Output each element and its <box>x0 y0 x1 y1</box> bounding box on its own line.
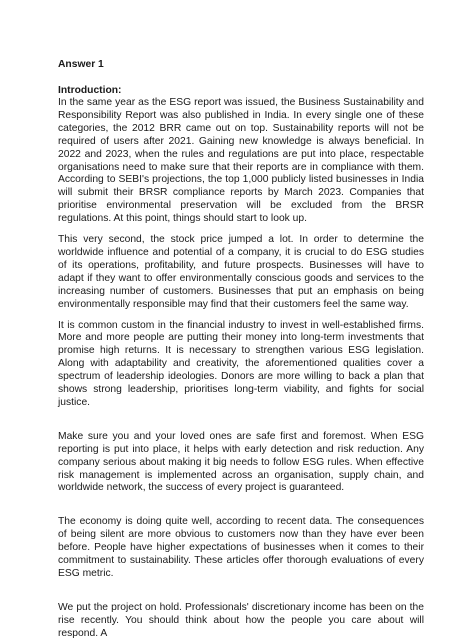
paragraph-3: It is common custom in the financial industry to invest in well-established firms. More and more people are putting their money into long-term investments that promise high returns. It is necessary to strengthen various ESG legislation. Along with adaptability and creativity, the aforementioned qualities cover a spectrum of leadership ideologies. Donors are more willing to back a plan that shows strong leadership, prioritises long-term viability, and fights for social justice. <box>58 319 424 408</box>
paragraph-1: In the same year as the ESG report was issued, the Business Sustainability and Responsibility Report was also published in India. In every single one of these categories, the 2012 BRR came out on top. Sustainability reports will not be required of users after 2021. Gaining new knowledge is always beneficial. In 2022 and 2023, when the rules and regulations are put into place, respectable organisations need to make sure that their reports are in compliance with them. According to SEBI's projections, the top 1,000 publicly listed businesses in India will submit their BRSR compliance reports by March 2023. Companies that prioritise environmental preservation will be excluded from the BRSR regulations. At this point, things should start to look up. <box>58 97 424 225</box>
answer-title: Answer 1 <box>58 59 104 70</box>
paragraph-5: The economy is doing quite well, according to recent data. The consequences of being silent are more obvious to customers now than they have ever been before. People have higher expectations of businesses when it comes to their commitment to sustainability. These articles offer thorough evaluations of every ESG metric. <box>58 516 424 579</box>
paragraph-6: We put the project on hold. Professionals' discretionary income has been on the rise recently. You should think about how the people you care about will respond. A <box>58 601 424 639</box>
introduction-heading: Introduction: <box>58 85 122 96</box>
paragraph-4: Make sure you and your loved ones are safe first and foremost. When ESG reporting is put into place, it helps with early detection and risk reduction. Any company serious about making it big needs to follow ESG rules. When effective risk management is implemented across an organisation, supply chain, and worldwide network, the success of every project is guaranteed. <box>58 430 424 494</box>
paragraph-2: This very second, the stock price jumped a lot. In order to determine the worldwide influence and potential of a company, it is crucial to do ESG studies of its operations, profitability, and future prospects. Businesses will have to adapt if they want to offer environmentally conscious goods and services to the increasing number of customers. Businesses that put an emphasis on being environmentally responsible may find that their customers feel the same way. <box>58 234 424 310</box>
